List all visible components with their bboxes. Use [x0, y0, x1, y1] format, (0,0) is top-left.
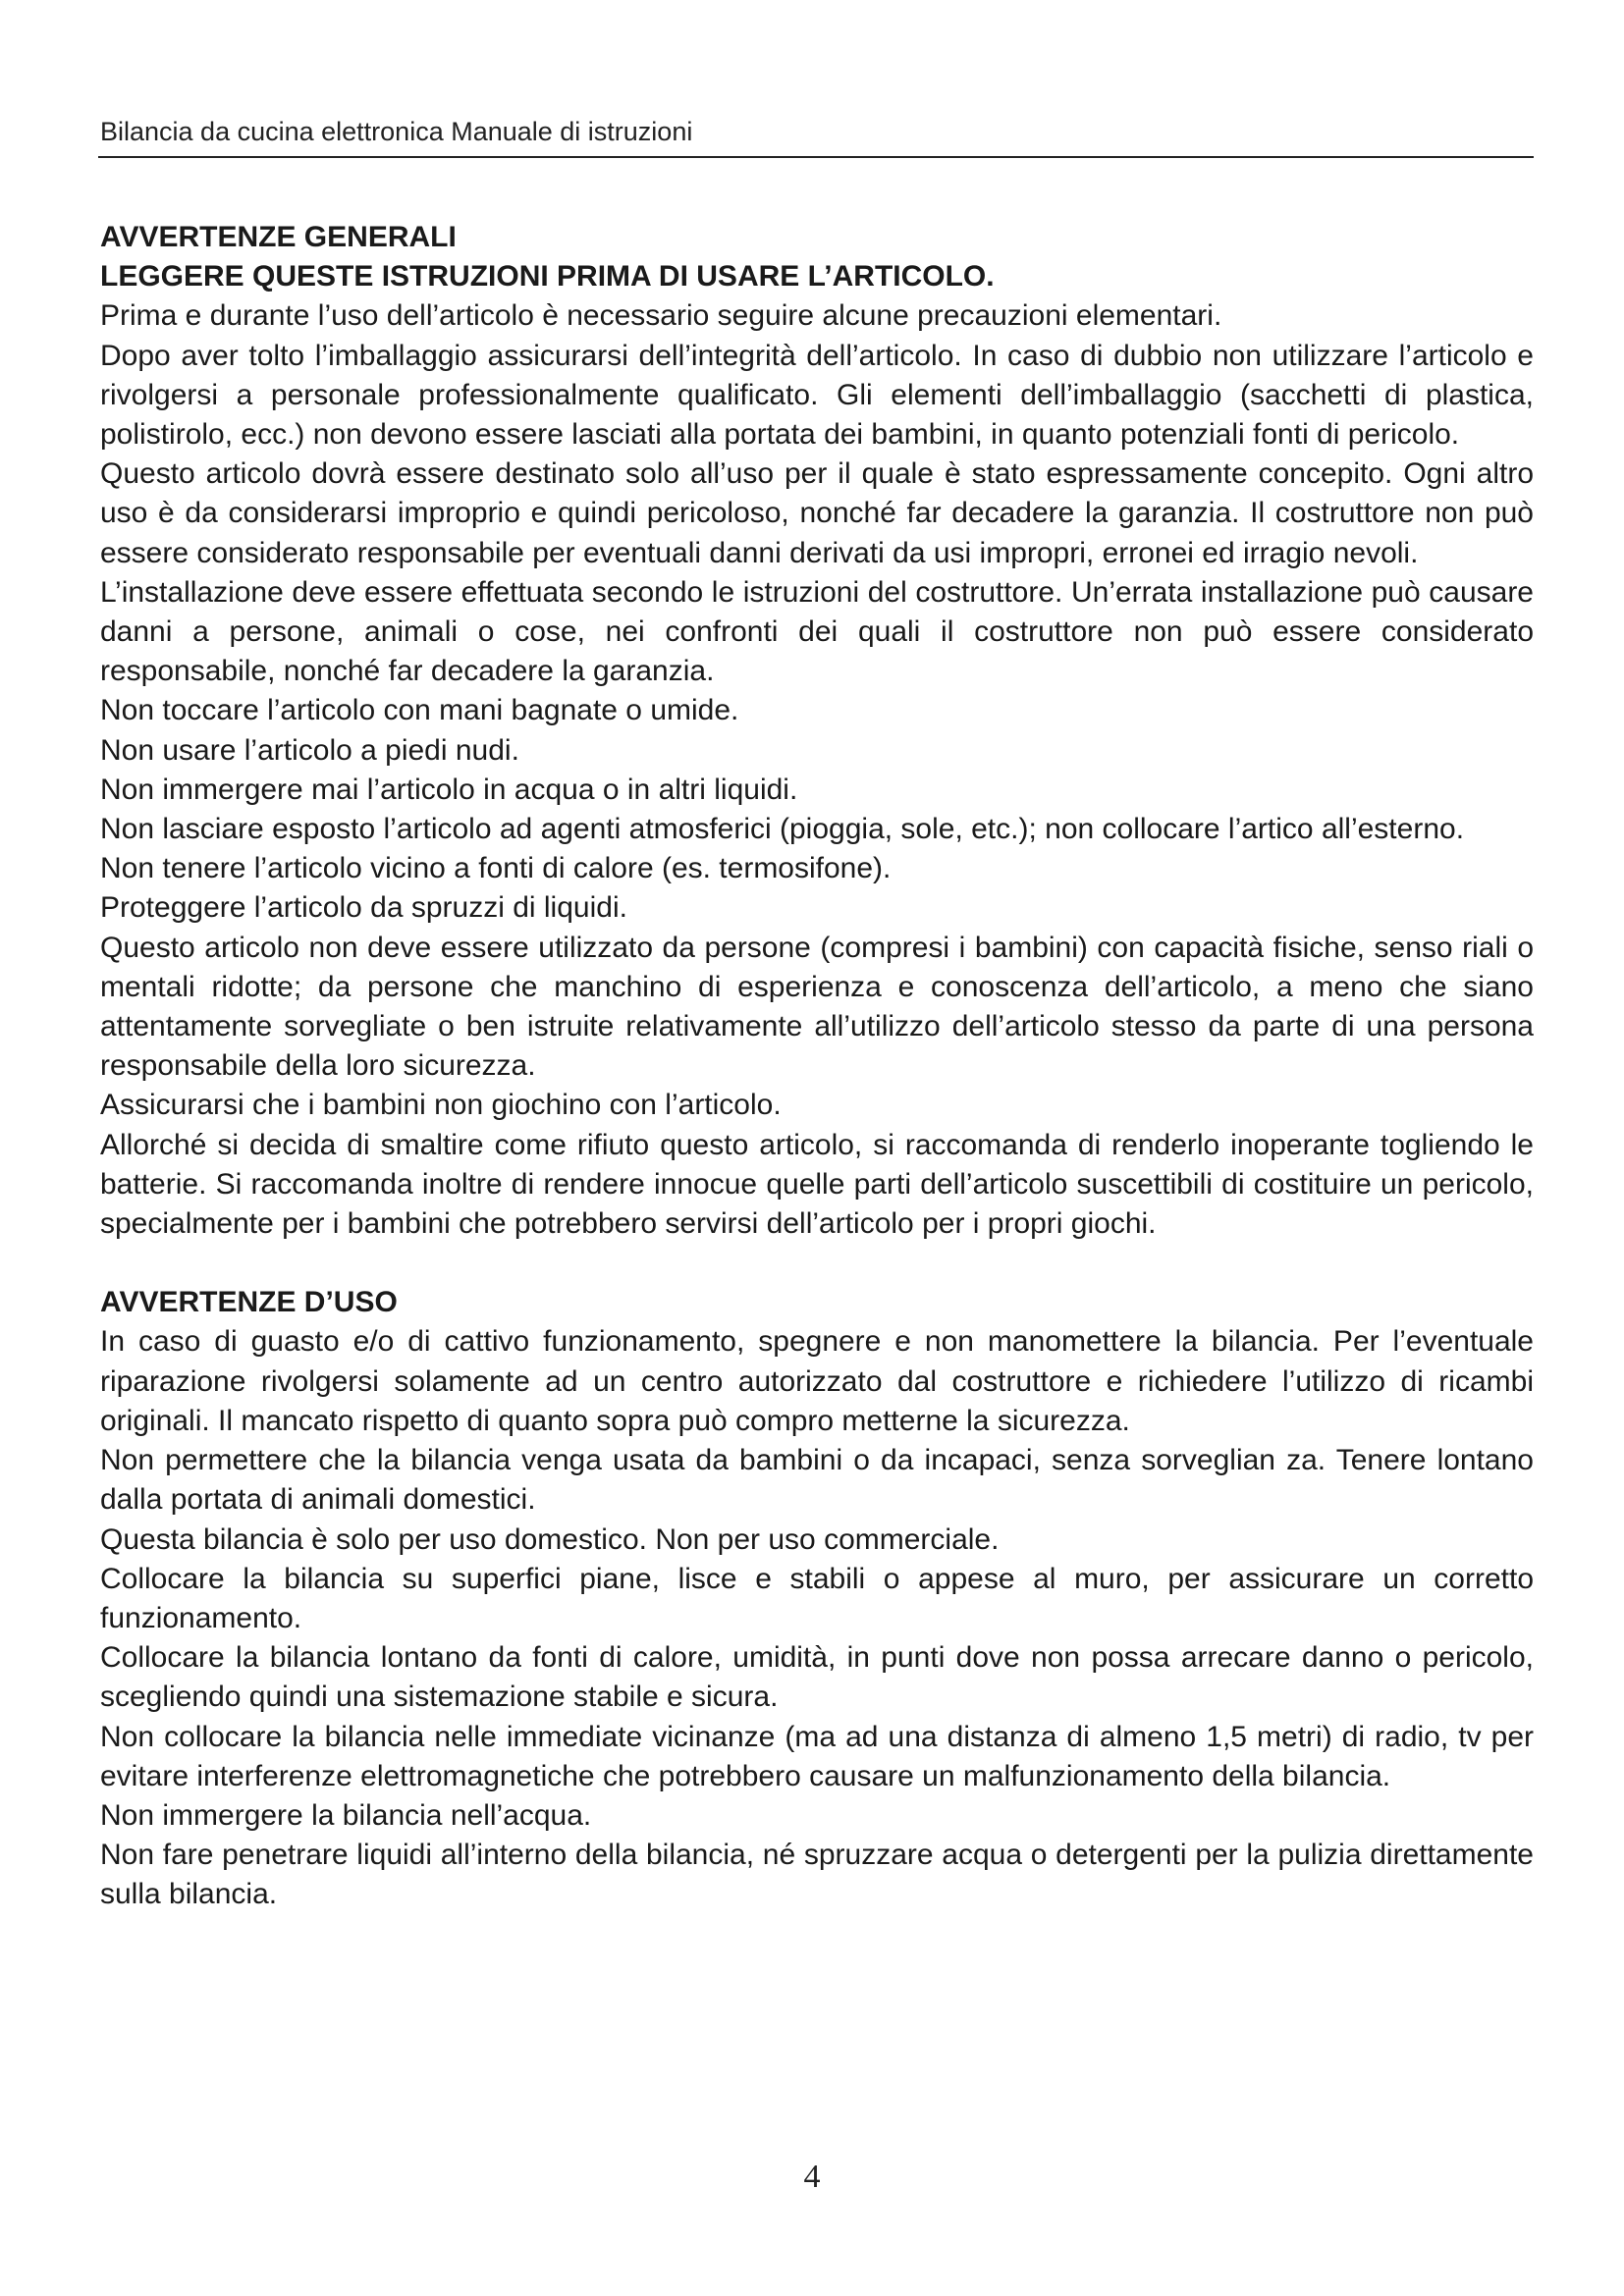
paragraph: Allorché si decida di smaltire come rifiuto questo articolo, si raccomanda di renderlo inoperante togliendo le batterie. Si raccomanda inoltre di rendere innocue quelle parti dell’articolo suscettibili di costituire un pericolo, specialmente per i bambini che potrebbero servirsi dell’articolo per i propri giochi.: [100, 1128, 1534, 1241]
paragraph: Questa bilancia è solo per uso domestico. Non per uso commerciale.: [100, 1522, 1000, 1556]
paragraph: Assicurarsi che i bambini non giochino con l’articolo.: [100, 1089, 782, 1122]
section-spacer: [100, 1244, 1534, 1283]
section-heading-general-warnings: AVVERTENZE GENERALI: [100, 221, 457, 253]
paragraph: Non lasciare esposto l’articolo ad agenti atmosferici (pioggia, sole, etc.); non collocare l’artico all’esterno.: [100, 813, 1465, 846]
paragraph: Proteggere l’articolo da spruzzi di liquidi.: [100, 891, 627, 925]
paragraph: In caso di guasto e/o di cattivo funzionamento, spegnere e non manomettere la bilancia. Per l’eventuale riparazione rivolgersi solamente ad un centro autorizzato dal costruttore e richiedere l’utilizzo di ricambi originali. Il mancato rispetto di quanto sopra può compro metterne la sicurezza.: [100, 1325, 1534, 1437]
paragraph: Non toccare l’articolo con mani bagnate o umide.: [100, 694, 739, 727]
paragraph: Non fare penetrare liquidi all’interno della bilancia, né spruzzare acqua o detergenti per la pulizia direttamente sulla bilancia.: [100, 1839, 1534, 1911]
paragraph: Non permettere che la bilancia venga usata da bambini o da incapaci, senza sorveglian za. Tenere lontano dalla portata di animali domestici.: [100, 1444, 1534, 1517]
section-heading-usage-warnings: AVVERTENZE D’USO: [100, 1286, 398, 1319]
paragraph: Non immergere la bilancia nell’acqua.: [100, 1798, 592, 1832]
paragraph: L’installazione deve essere effettuata secondo le istruzioni del costruttore. Un’errata installazione può causare danni a persone, animali o cose, nei confronti dei quali il costruttore non può essere considerato responsabile, nonché far decadere la garanzia.: [100, 575, 1534, 688]
paragraph: Non tenere l’articolo vicino a fonti di calore (es. termosifone).: [100, 852, 892, 885]
section-subheading-read-instructions: LEGGERE QUESTE ISTRUZIONI PRIMA DI USARE L’ARTICOLO.: [100, 260, 995, 294]
general-warnings-section: [100, 218, 1534, 1244]
paragraph: Questo articolo non deve essere utilizzato da persone (compresi i bambini) con capacità fisiche, senso riali o mentali ridotte; da persone che manchino di esperienza e conoscenza dell’articolo, a meno che siano attentamente sorvegliate o ben istruite relativamente all’utilizzo dell’articolo stesso da parte di una persona responsabile della loro sicurezza.: [100, 931, 1534, 1083]
paragraph: Collocare la bilancia lontano da fonti di calore, umidità, in punti dove non possa arrecare danno o pericolo, scegliendo quindi una sistemazione stabile e sicura.: [100, 1641, 1534, 1714]
header-divider: [98, 156, 1534, 158]
paragraph: Collocare la bilancia su superfici piane, lisce e stabili o appese al muro, per assicurare un corretto funzionamento.: [100, 1562, 1534, 1634]
paragraph: Non immergere mai l’articolo in acqua o in altri liquidi.: [100, 773, 798, 806]
page-content: [100, 218, 1534, 1915]
usage-warnings-section: [100, 1283, 1534, 1914]
running-header: Bilancia da cucina elettronica Manuale di istruzioni: [100, 117, 693, 146]
paragraph: Non usare l’articolo a piedi nudi.: [100, 733, 519, 767]
paragraph: Questo articolo dovrà essere destinato solo all’uso per il quale è stato espressamente concepito. Ogni altro uso è da considerarsi improprio e quindi pericoloso, nonché far decadere la garanzia. Il costruttore non può essere considerato responsabile per eventuali danni derivati da usi impropri, erronei ed irragio nevoli.: [100, 457, 1534, 569]
paragraph: Non collocare la bilancia nelle immediate vicinanze (ma ad una distanza di almeno 1,5 metri) di radio, tv per evitare interferenze elettromagnetiche che potrebbero causare un malfunzionamento della bilancia.: [100, 1720, 1534, 1792]
paragraph: Prima e durante l’uso dell’articolo è necessario seguire alcune precauzioni elementari.: [100, 299, 1222, 333]
paragraph: Dopo aver tolto l’imballaggio assicurarsi dell’integrità dell’articolo. In caso di dubbio non utilizzare l’articolo e rivolgersi a personale professionalmente qualificato. Gli elementi dell’imballaggio (sacchetti di plastica, polistirolo, ecc.) non devono essere lasciati alla portata dei bambini, in quanto potenziali fonti di pericolo.: [100, 339, 1534, 452]
page-number: 4: [803, 2159, 821, 2195]
